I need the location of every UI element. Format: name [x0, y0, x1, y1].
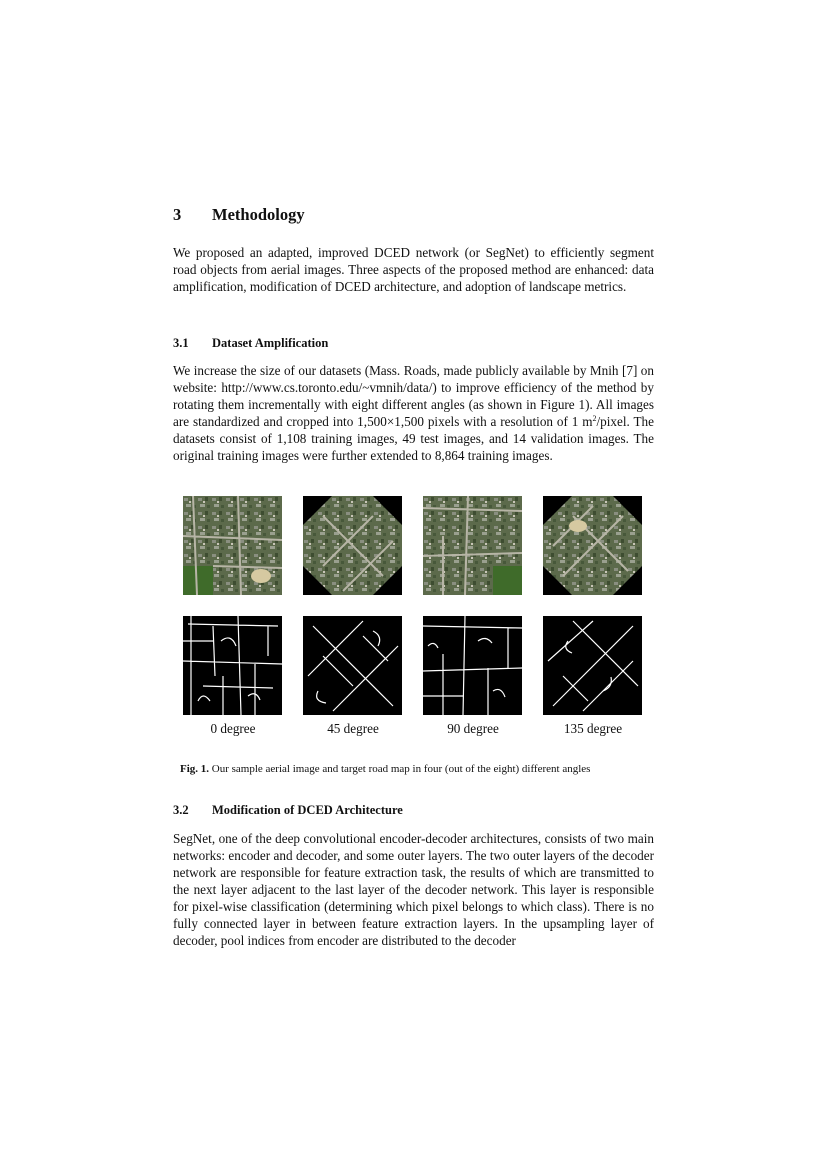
angle-label-135: 135 degree [563, 721, 623, 736]
subsection-title: Dataset Amplification [212, 336, 329, 350]
aerial-image-45-degree [303, 496, 402, 595]
road-map-0-degree [183, 616, 282, 715]
figure-caption [180, 763, 590, 775]
subsection-title: Modification of DCED Architecture [212, 803, 403, 817]
caption-label: Fig. 1. [180, 763, 210, 775]
section-title: Methodology [212, 205, 305, 224]
subsection-heading-3-2 [173, 803, 403, 818]
figure-1 [173, 496, 654, 741]
subsection-number: 3.2 [173, 803, 189, 817]
superscript: 2 [592, 414, 597, 423]
road-map-90-degree [423, 616, 522, 715]
road-map-45-degree [303, 616, 402, 715]
intro-paragraph: We proposed an adapted, improved DCED network (or SegNet) to efficiently segment road objects from aerial images. Three aspects of the proposed method are enhanced: data amplification, modification of DCED architecture, and adoption of landscape metrics. [173, 245, 654, 294]
aerial-image-0-degree [183, 496, 282, 595]
dataset-text-part1: We increase the size of our datasets (Mass. Roads, made publicly available by Mnih [7] on website: http://www.cs.toronto.edu/~vmnih/data/) to improve efficiency of the method by rotating them incrementally with eight different angles (as shown in Figure 1). All images are standardized and cropped into 1,500×1,500 pixels with a resolution of 1 m [173, 363, 654, 429]
angle-label-0: 0 degree [210, 721, 256, 736]
dataset-paragraph [173, 362, 654, 464]
caption-text: Our sample aerial image and target road map in four (out of the eight) different angles [209, 763, 591, 775]
section-heading [173, 205, 305, 225]
subsection-number: 3.1 [173, 336, 189, 350]
angle-label-45: 45 degree [327, 721, 379, 736]
road-map-135-degree [543, 616, 642, 715]
dataset-text-part2: /pixel. The datasets consist of 1,108 training images, 49 test images, and 14 validation images. The original training images were further extended to 8,864 training images. [173, 414, 654, 463]
aerial-image-90-degree [423, 496, 522, 595]
subsection-heading-3-1 [173, 336, 328, 351]
aerial-image-135-degree [543, 496, 642, 595]
angle-label-90: 90 degree [447, 721, 499, 736]
section-number: 3 [173, 205, 182, 224]
architecture-paragraph: SegNet, one of the deep convolutional encoder-decoder architectures, consists of two main networks: encoder and decoder, and some outer layers. The two outer layers of the decoder network are responsible for feature extraction task, the results of which are transmitted to the next layer adjacent to the last layer of the decoder network. This layer is responsible for pixel-wise classification (determining which pixel belongs to which class). There is no fully connected layer in between feature extraction layers. In the upsampling layer of decoder, pool indices from encoder are distributed to the decoder [173, 831, 654, 948]
